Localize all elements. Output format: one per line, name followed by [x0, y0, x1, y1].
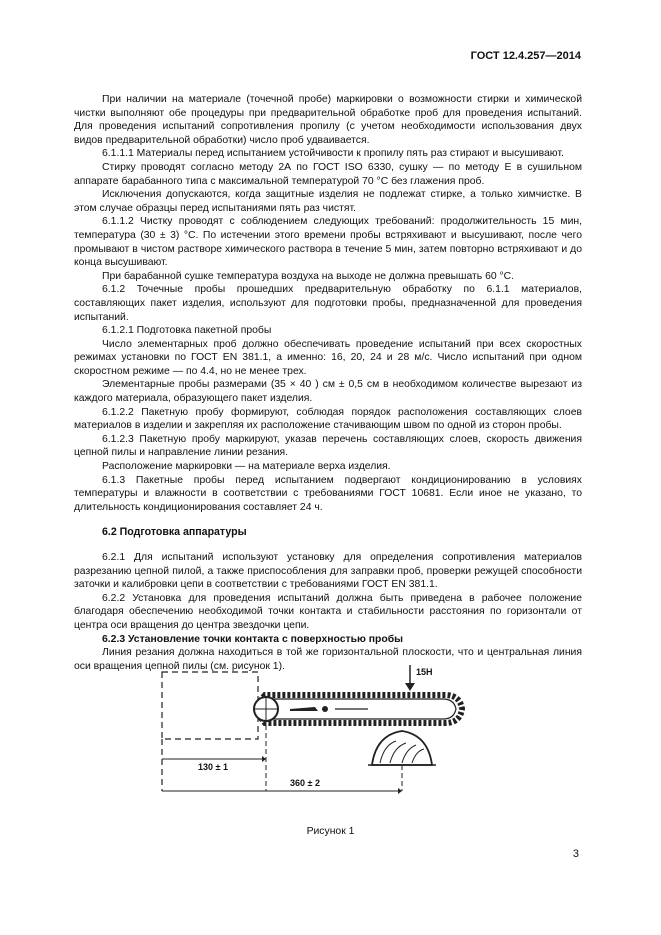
document-body — [74, 93, 582, 673]
dim-130-arrow — [262, 756, 266, 762]
chainsaw-test-figure — [140, 655, 560, 805]
section-heading: 6.2 Подготовка аппаратуры — [102, 526, 247, 539]
paragraph: При барабанной сушке температура воздуха на выходе не должна превышать 60 °С. — [102, 270, 515, 282]
paragraph: 6.1.2 Точечные пробы прошедших предварительную обработку по 6.1.1 материалов, составляющих пакет изделия, используют для подготовки пробы, предназначенной для проведения испытаний. — [74, 284, 582, 323]
force-label: 15Н — [416, 667, 433, 677]
paragraph: Элементарные пробы размерами (35 × 40 ) см ± 0,5 см в необходимом количестве вырезают из каждого материала, образующего пакет изделия. — [74, 379, 582, 405]
subsection-heading: 6.2.3 Установление точки контакта с поверхностью пробы — [102, 633, 404, 645]
paragraph: 6.1.1.1 Материалы перед испытанием устойчивости к пропилу пять раз стирают и высушивают. — [102, 148, 564, 160]
frame-dashed-outline — [162, 672, 258, 739]
paragraph: При наличии на материале (точечной пробе) маркировки о возможности стирки и химической чистки выполняют обе процедуры при предварительной обработке проб для проведения испытаний. Для проведения испытаний сопротивления пропилу (с учетом необходимости использования двух видов предварительной обработки) число проб удваивается. — [74, 94, 582, 146]
paragraph: Исключения допускаются, когда защитные изделия не подлежат стирке, а только химчистке. В этом случае образцы перед испытаниями пять раз чистят. — [74, 189, 582, 214]
dim-360-label: 360 ± 2 — [290, 778, 320, 788]
dim-130-label: 130 ± 1 — [198, 762, 228, 772]
force-arrow-head — [405, 683, 415, 691]
dim-360-arrow — [398, 788, 402, 794]
paragraph: 6.1.2.3 Пакетную пробу маркируют, указав перечень составляющих слоев, скорость движения цепной пилы и направление линии резания. — [74, 433, 582, 459]
document-header: ГОСТ 12.4.257—2014 — [470, 50, 581, 62]
page-number: 3 — [572, 848, 579, 860]
paragraph: Стирку проводят согласно методу 2А по ГОСТ ISO 6330, сушку — по методу Е в сушильном аппарате барабанного типа с максимальной температурой 70 °С без глажения проб. — [74, 161, 582, 187]
paragraph: 6.2.1 Для испытаний используют установку для определения сопротивления материалов разрезанию цепной пилой, а также приспособления для заправки проб, проверки режущей способности заточки и калибровки цепи в соответствии с требованиями ГОСТ EN 381.1. — [74, 552, 582, 591]
paragraph: Линия резания должна находиться в той же горизонтальной плоскости, что и центральная линия оси вращения цепной пилы (см. рисунок 1). — [74, 647, 582, 672]
paragraph: 6.1.2.2 Пакетную пробу формируют, соблюдая порядок расположения составляющих слоев материалов в изделии и закрепляя их расположение стачивающим швом по одной из сторон пробы. — [74, 406, 582, 432]
paragraph: Число элементарных проб должно обеспечивать проведение испытаний при всех скоростных режимах установки по ГОСТ EN 381.1, а именно: 16, 20, 24 и 28 м/с. Число испытаний при одном скоростном режиме — по 4.4, но не менее трех. — [74, 338, 582, 377]
figure-caption: Рисунок 1 — [306, 826, 355, 837]
paragraph: 6.2.2 Установка для проведения испытаний должна быть приведена в рабочее положение благодаря обеспечению необходимой точки контакта и стабильности расстояния по горизонтали от центра оси вращения до центра звездочки цепи. — [74, 592, 582, 631]
paragraph: 6.1.2.1 Подготовка пакетной пробы — [102, 325, 272, 337]
bar-bolt-icon — [322, 706, 328, 712]
paragraph: 6.1.1.2 Чистку проводят с соблюдением следующих требований: продолжительность 15 мин, температура (30 ± 3) °С. По истечении этого времени пробы встряхивают и высушивают, после чего промывают в чистом растворе химического раствора в течение 5 мин, затем повторно встряхивают и до конца высушивают. — [74, 216, 582, 269]
paragraph: 6.1.3 Пакетные пробы перед испытанием подвергают кондиционированию в условиях температуры и влажности в соответствии с требованиями ГОСТ 10681. Если иное не указано, то длительность кондиционирования составляет 24 ч. — [74, 474, 582, 513]
paragraph: Расположение маркировки — на материале верха изделия. — [102, 461, 391, 473]
